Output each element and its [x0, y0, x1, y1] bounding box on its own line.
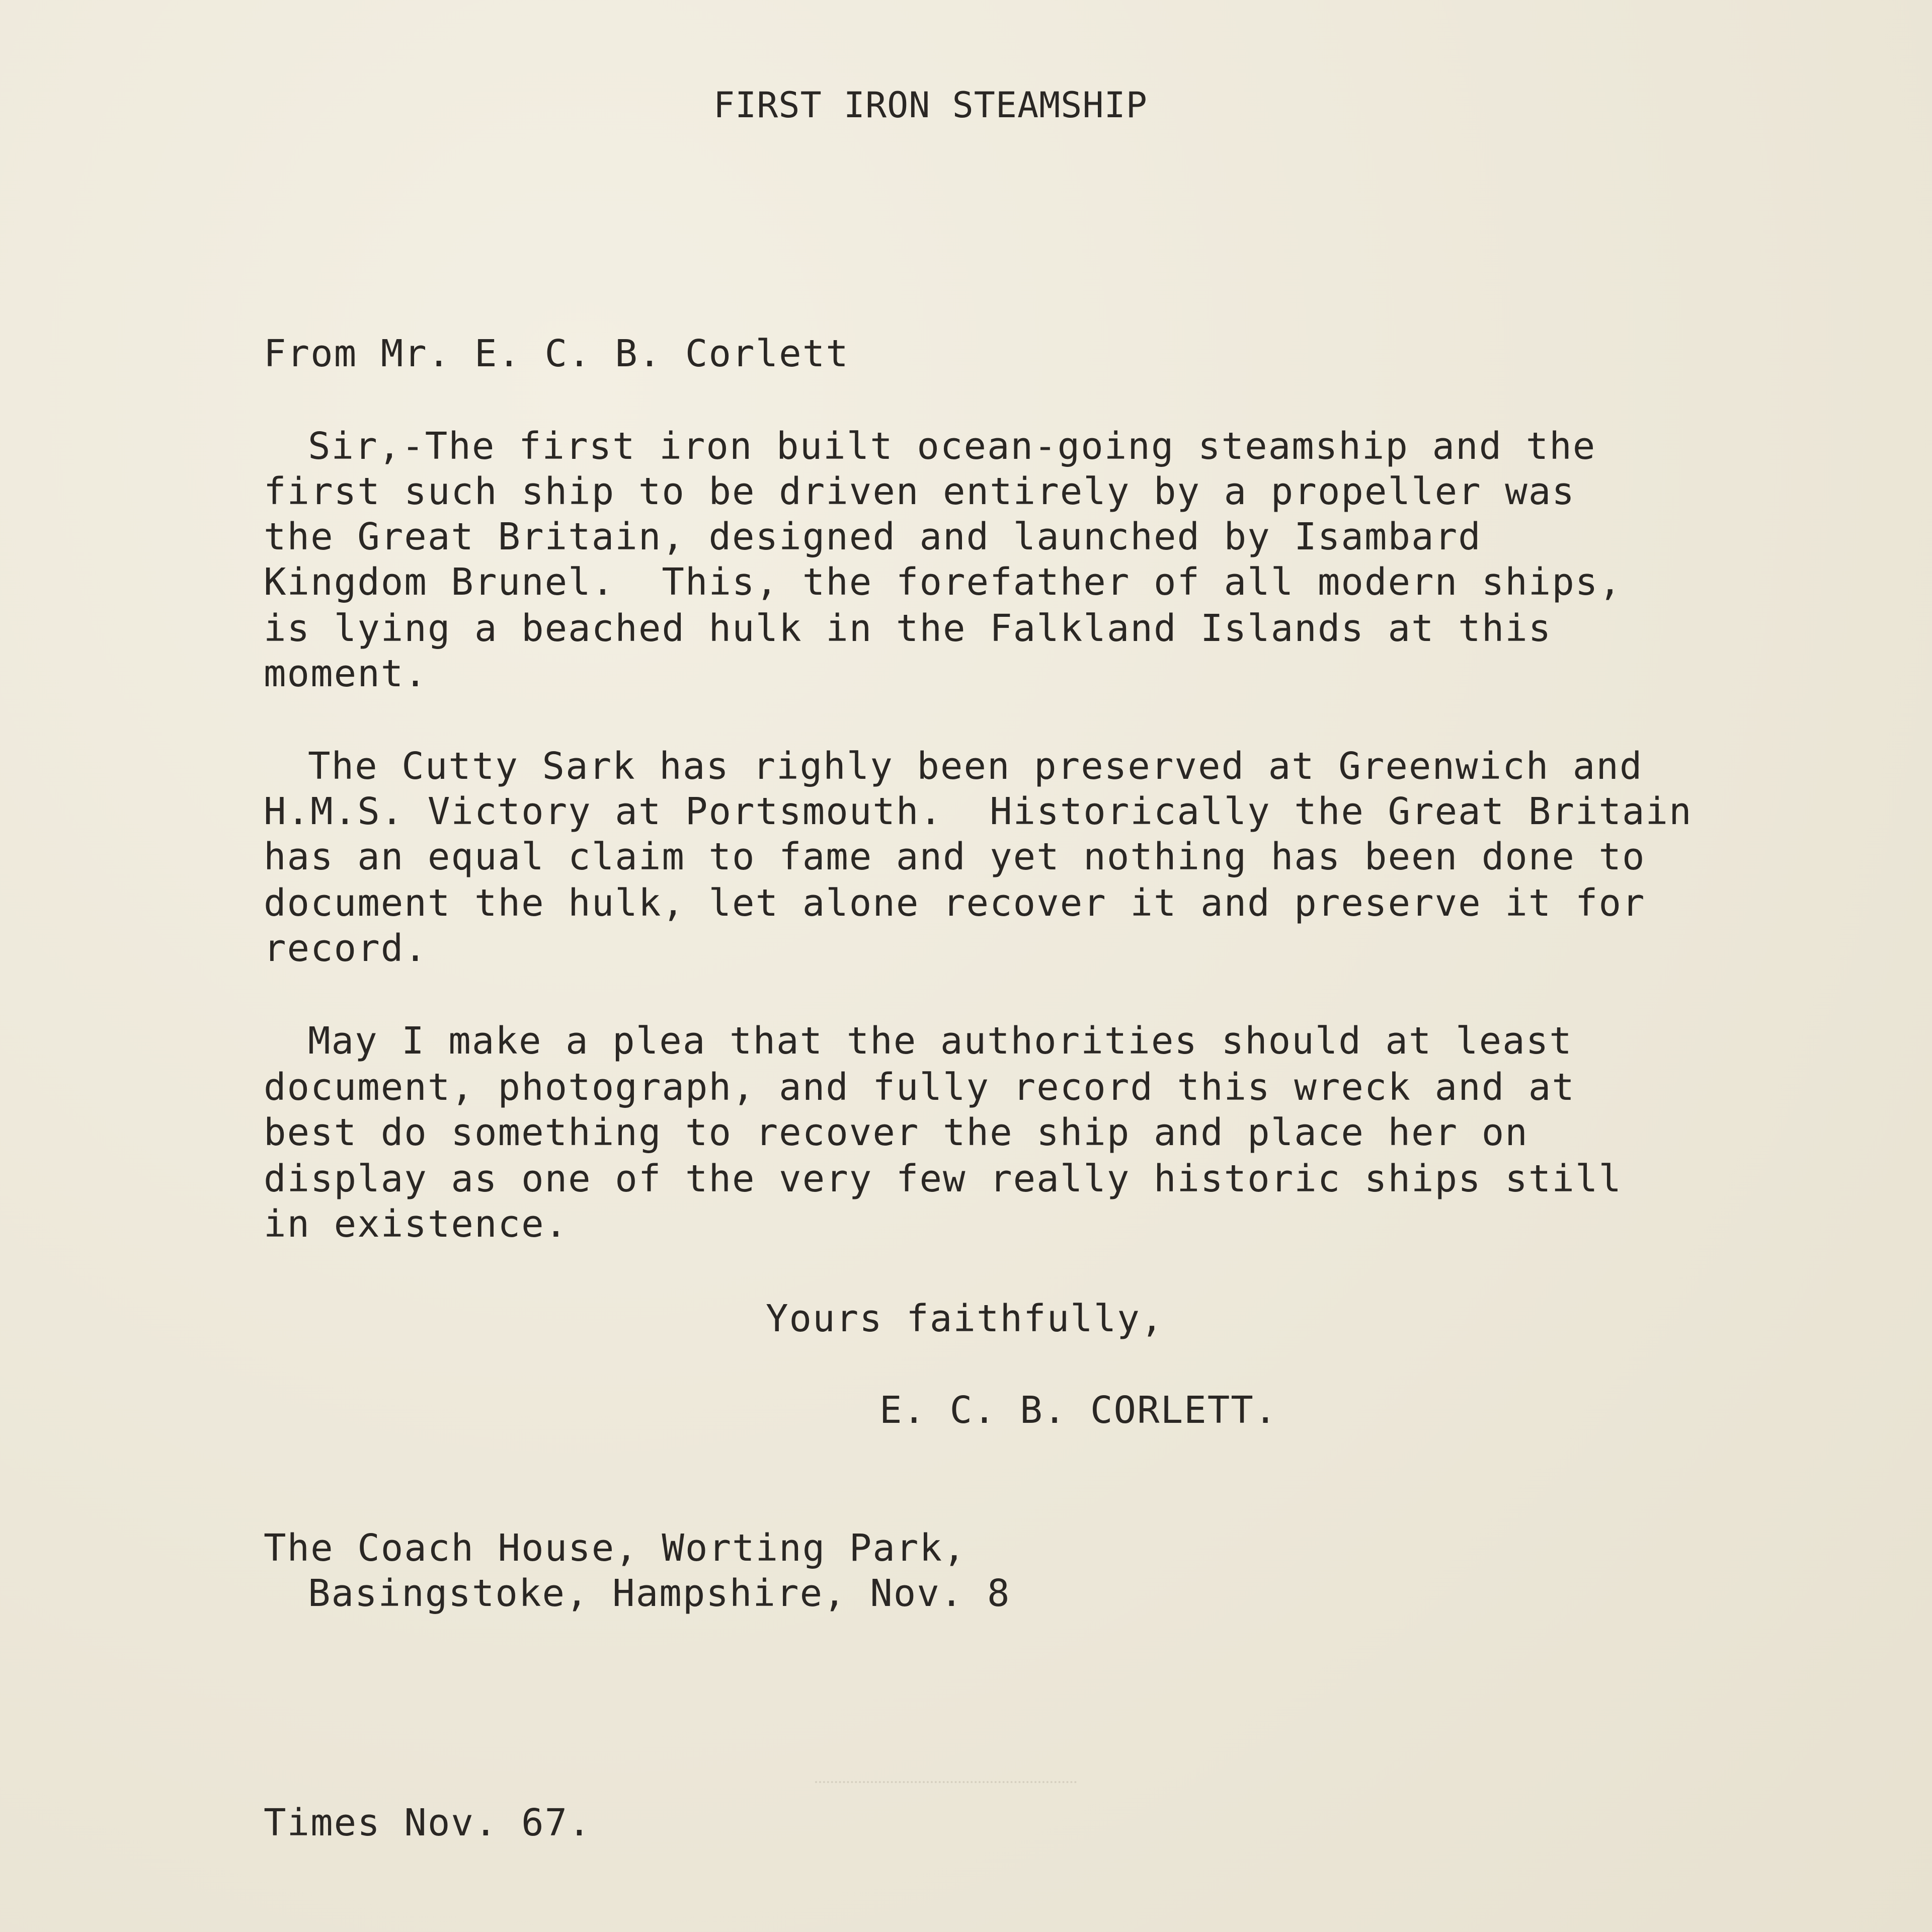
- address-line-1: The Coach House, Worting Park,: [264, 1526, 967, 1570]
- paragraph-2-line-2: H.M.S. Victory at Portsmouth. Historically the Great Britain: [264, 790, 1693, 833]
- paragraph-3-line-3: best do something to recover the ship and place her on: [264, 1111, 1528, 1154]
- paper-fold-mark: [815, 1781, 1077, 1783]
- paragraph-3-line-5: in existence.: [264, 1202, 569, 1246]
- paragraph-3-line-1: May I make a plea that the authorities should at least: [308, 1019, 1573, 1063]
- paragraph-1-line-5: is lying a beached hulk in the Falkland Islands at this: [264, 607, 1552, 650]
- paragraph-1-line-4: Kingdom Brunel. This, the forefather of all modern ships,: [264, 560, 1623, 604]
- closing: Yours faithfully,: [766, 1297, 1164, 1340]
- paragraph-1-line-3: the Great Britain, designed and launched by Isambard: [264, 515, 1482, 558]
- paragraph-3-line-2: document, photograph, and fully record this wreck and at: [264, 1066, 1575, 1109]
- letter-title: FIRST IRON STEAMSHIP: [713, 85, 1148, 126]
- paragraph-2-line-4: document the hulk, let alone recover it and preserve it for: [264, 881, 1646, 925]
- from-line: From Mr. E. C. B. Corlett: [264, 332, 849, 375]
- paragraph-3-line-4: display as one of the very few really historic ships still: [264, 1157, 1623, 1200]
- paragraph-1-line-1: Sir,-The first iron built ocean-going steamship and the: [308, 425, 1596, 468]
- address-line-2: Basingstoke, Hampshire, Nov. 8: [308, 1572, 1011, 1615]
- source-note: Times Nov. 67.: [264, 1801, 592, 1844]
- signature: E. C. B. CORLETT.: [879, 1389, 1278, 1432]
- paragraph-1-line-2: first such ship to be driven entirely by a propeller was: [264, 470, 1575, 513]
- paragraph-2-line-3: has an equal claim to fame and yet nothing has been done to: [264, 835, 1646, 878]
- paragraph-2-line-5: record.: [264, 927, 428, 970]
- paragraph-1-line-6: moment.: [264, 652, 428, 695]
- paragraph-2-line-1: The Cutty Sark has righly been preserved at Greenwich and: [308, 745, 1643, 788]
